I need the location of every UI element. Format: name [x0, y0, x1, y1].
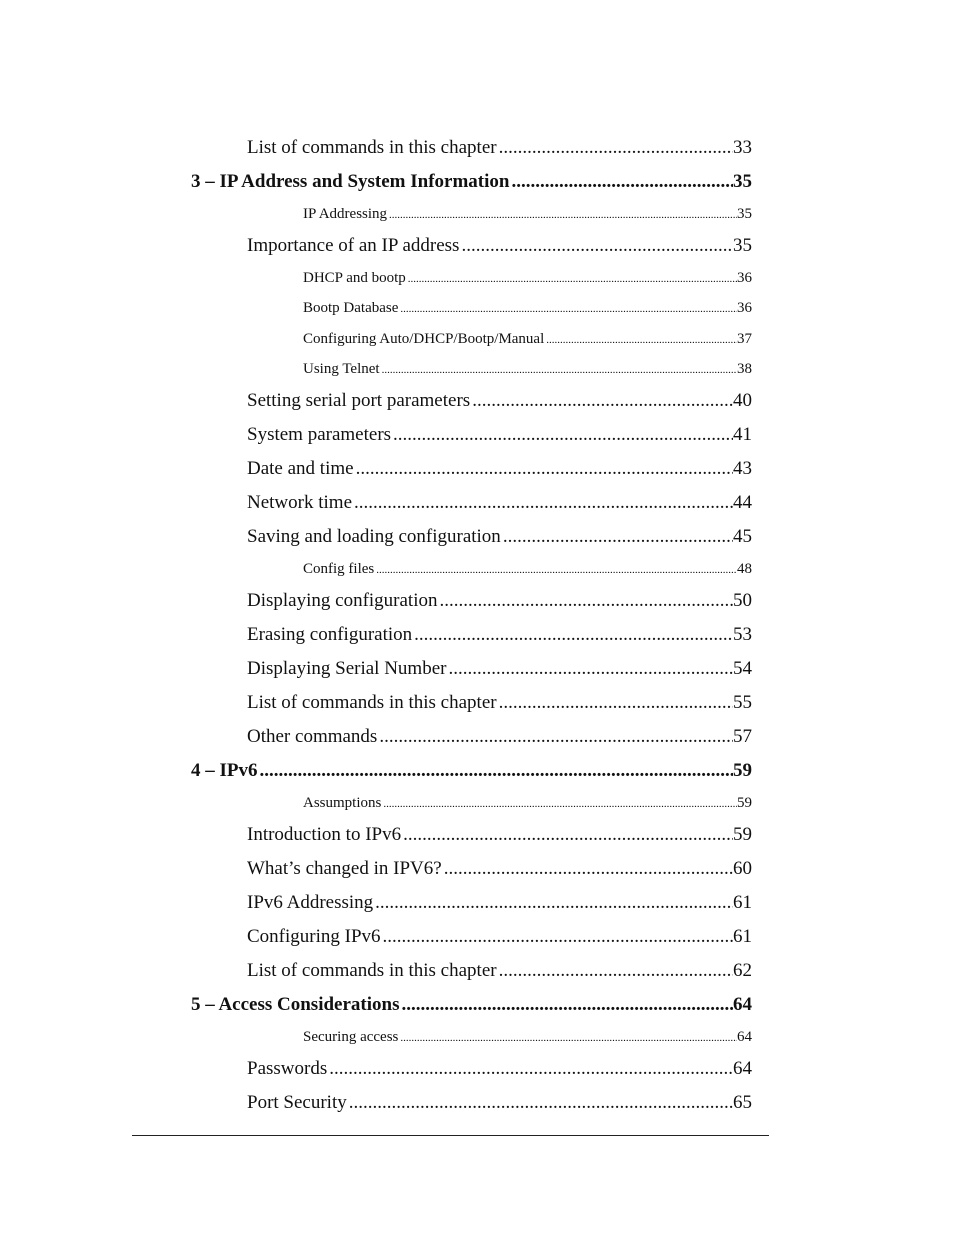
toc-entry-page-number: 64 [733, 1058, 752, 1079]
toc-dot-leader [260, 760, 734, 782]
toc-chapter-entry [191, 994, 752, 1016]
toc-dot-leader [389, 206, 737, 223]
toc-entry-title: Erasing configuration [247, 624, 413, 645]
toc-section-entry [247, 526, 752, 548]
toc-section-entry [247, 926, 752, 948]
toc-entry-title: Displaying Serial Number [247, 658, 447, 679]
toc-section-entry [247, 960, 752, 982]
toc-dot-leader [329, 1058, 733, 1080]
toc-dot-leader [383, 926, 733, 948]
toc-entry-title: Securing access [303, 1029, 399, 1045]
toc-dot-leader [444, 858, 733, 880]
toc-section-entry [247, 824, 752, 846]
toc-entry-page-number: 33 [733, 137, 752, 158]
toc-dot-leader [472, 390, 733, 412]
toc-entry-title: List of commands in this chapter [247, 692, 497, 713]
toc-dot-leader [349, 1092, 733, 1114]
toc-entry-page-number: 65 [733, 1092, 752, 1113]
toc-subsection-entry [303, 300, 752, 317]
toc-section-entry [247, 424, 752, 446]
toc-entry-page-number: 35 [737, 206, 752, 222]
toc-dot-leader [403, 824, 733, 846]
toc-dot-leader [448, 658, 733, 680]
toc-entry-title: Date and time [247, 458, 354, 479]
toc-entry-page-number: 53 [733, 624, 752, 645]
toc-chapter-entry [191, 171, 752, 193]
toc-entry-title: Config files [303, 561, 375, 577]
toc-entry-page-number: 45 [733, 526, 752, 547]
toc-entry-page-number: 44 [733, 492, 752, 513]
toc-entry-title: 4 – IPv6 [191, 760, 258, 781]
toc-entry-title: 5 – Access Considerations [191, 994, 400, 1015]
toc-entry-page-number: 35 [733, 235, 752, 256]
toc-section-entry [247, 1058, 752, 1080]
toc-entry-page-number: 64 [737, 1029, 752, 1045]
toc-entry-title: Configuring Auto/DHCP/Bootp/Manual [303, 331, 545, 347]
toc-dot-leader [461, 235, 733, 257]
toc-entry-page-number: 61 [733, 926, 752, 947]
toc-section-entry [247, 858, 752, 880]
toc-entry-page-number: 36 [737, 270, 752, 286]
toc-dot-leader [382, 361, 737, 378]
toc-subsection-entry [303, 270, 752, 287]
toc-entry-page-number: 36 [737, 300, 752, 316]
toc-subsection-entry [303, 331, 752, 348]
toc-section-entry [247, 658, 752, 680]
toc-entry-page-number: 38 [737, 361, 752, 377]
toc-entry-title: Other commands [247, 726, 378, 747]
toc-section-entry [247, 892, 752, 914]
toc-entry-title: IP Addressing [303, 206, 388, 222]
toc-entry-page-number: 48 [737, 561, 752, 577]
toc-subsection-entry [303, 206, 752, 223]
toc-entry-page-number: 55 [733, 692, 752, 713]
toc-dot-leader [499, 960, 733, 982]
toc-entry-page-number: 40 [733, 390, 752, 411]
toc-entry-title: Setting serial port parameters [247, 390, 471, 411]
toc-entry-page-number: 35 [733, 171, 752, 192]
toc-section-entry [247, 726, 752, 748]
toc-dot-leader [354, 492, 733, 514]
toc-entry-title: List of commands in this chapter [247, 960, 497, 981]
toc-entry-page-number: 50 [733, 590, 752, 611]
toc-entry-title: DHCP and bootp [303, 270, 406, 286]
toc-subsection-entry [303, 1029, 752, 1046]
toc-dot-leader [376, 561, 737, 578]
toc-subsection-entry [303, 361, 752, 378]
toc-section-entry [247, 458, 752, 480]
toc-chapter-entry [191, 760, 752, 782]
toc-entry-page-number: 59 [733, 824, 752, 845]
toc-entry-title: Introduction to IPv6 [247, 824, 402, 845]
toc-section-entry [247, 235, 752, 257]
toc-entry-title: Bootp Database [303, 300, 399, 316]
toc-entry-title: Assumptions [303, 795, 382, 811]
toc-dot-leader [379, 726, 733, 748]
toc-dot-leader [400, 1029, 737, 1046]
toc-section-entry [247, 492, 752, 514]
toc-dot-leader [511, 171, 733, 193]
toc-entry-page-number: 59 [737, 795, 752, 811]
toc-entry-page-number: 64 [733, 994, 752, 1015]
toc-entry-title: Using Telnet [303, 361, 380, 377]
toc-dot-leader [414, 624, 733, 646]
toc-subsection-entry [303, 561, 752, 578]
toc-dot-leader [440, 590, 734, 612]
toc-section-entry [247, 624, 752, 646]
toc-entry-page-number: 43 [733, 458, 752, 479]
toc-entry-title: Passwords [247, 1058, 328, 1079]
toc-dot-leader [408, 270, 737, 287]
toc-entry-page-number: 61 [733, 892, 752, 913]
toc-entry-page-number: 54 [733, 658, 752, 679]
toc-entry-page-number: 57 [733, 726, 752, 747]
toc-section-entry [247, 137, 752, 159]
toc-entry-page-number: 60 [733, 858, 752, 879]
toc-dot-leader [499, 137, 733, 159]
toc-section-entry [247, 692, 752, 714]
toc-entry-title: 3 – IP Address and System Information [191, 171, 510, 192]
toc-dot-leader [375, 892, 733, 914]
toc-entry-page-number: 62 [733, 960, 752, 981]
toc-entry-title: System parameters [247, 424, 392, 445]
toc-section-entry [247, 390, 752, 412]
toc-dot-leader [393, 424, 733, 446]
toc-entry-page-number: 37 [737, 331, 752, 347]
toc-entry-title: List of commands in this chapter [247, 137, 497, 158]
toc-entry-title: What’s changed in IPV6? [247, 858, 442, 879]
toc-subsection-entry [303, 795, 752, 812]
footer-rule [132, 1135, 769, 1136]
toc-dot-leader [401, 994, 733, 1016]
toc-entry-title: Importance of an IP address [247, 235, 460, 256]
toc-section-entry [247, 1092, 752, 1114]
toc-dot-leader [383, 795, 737, 812]
toc-dot-leader [503, 526, 733, 548]
toc-dot-leader [400, 300, 737, 317]
toc-entry-page-number: 41 [733, 424, 752, 445]
toc-entry-title: Saving and loading configuration [247, 526, 501, 547]
toc-entry-title: Network time [247, 492, 353, 513]
toc-dot-leader [546, 331, 737, 348]
toc-entry-title: Configuring IPv6 [247, 926, 381, 947]
toc-entry-title: Displaying configuration [247, 590, 438, 611]
toc-dot-leader [499, 692, 733, 714]
toc-entry-page-number: 59 [733, 760, 752, 781]
toc-entry-title: IPv6 Addressing [247, 892, 374, 913]
toc-dot-leader [356, 458, 733, 480]
toc-section-entry [247, 590, 752, 612]
toc-entry-title: Port Security [247, 1092, 347, 1113]
